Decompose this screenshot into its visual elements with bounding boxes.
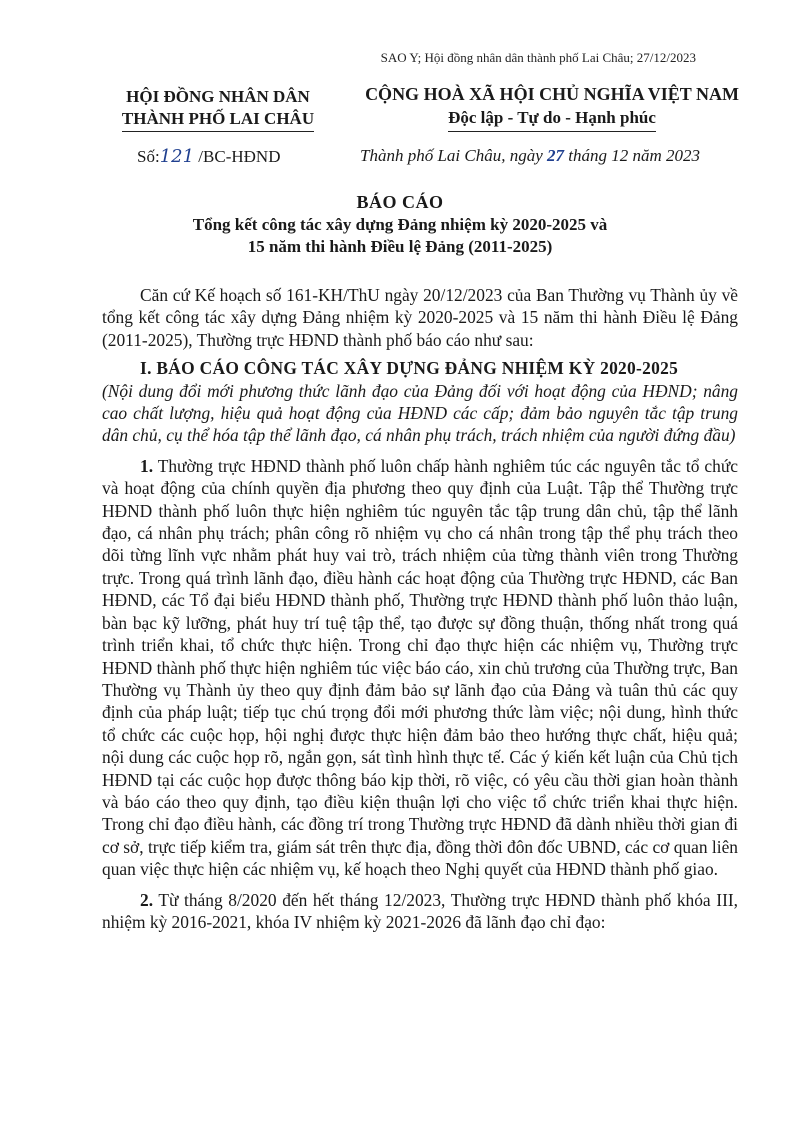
paragraph-2-text: Từ tháng 8/2020 đến hết tháng 12/2023, Thường trực HĐND thành phố khóa III, nhiệm kỳ 2016-2021, khóa IV nhiệm kỳ 2021-2026 đã lãnh đạo chỉ đạo: — [102, 889, 738, 932]
report-subtitle-line-1: Tổng kết công tác xây dựng Đảng nhiệm kỳ 2020-2025 và — [192, 215, 608, 234]
org-line-1: HỘI ĐỒNG NHÂN DÂN — [126, 87, 310, 106]
paragraph-2 — [102, 889, 738, 934]
section-1-note: (Nội dung đổi mới phương thức lãnh đạo của Đảng đối với hoạt động của HĐND; nâng cao chất lượng, hiệu quả hoạt động của HĐND các cấp; đảm bảo nguyên tắc tập trung dân chủ, cụ thể hóa tập thể lãnh đạo, cá nhân phụ trách, trách nhiệm của người đứng đầu) — [102, 380, 738, 446]
report-title: BÁO CÁO — [356, 192, 444, 212]
report-body — [102, 284, 738, 933]
doc-number-handwritten: 121 — [159, 146, 195, 167]
paragraph-1 — [102, 455, 738, 881]
report-subtitle-line-2: 15 năm thi hành Điều lệ Đảng (2011-2025) — [247, 237, 553, 256]
doc-number-suffix: /BC-HĐND — [198, 147, 281, 166]
intro-paragraph: Căn cứ Kế hoạch số 161-KH/ThU ngày 20/12/2023 của Ban Thường vụ Thành ủy về tổng kết công tác xây dựng Đảng nhiệm kỳ 2020-2025 và 15 năm thi hành Điều lệ Đảng (2011-2025), Thường trực HĐND thành phố báo cáo như sau: — [102, 285, 738, 350]
national-heading — [352, 82, 752, 132]
paragraph-1-text: Thường trực HĐND thành phố luôn chấp hành nghiêm túc các nguyên tắc tổ chức và hoạt động của chính quyền địa phương theo quy định của Luật. Tập thể Thường trực HĐND thành phố luôn thực hiện nghiêm túc nguyên tắc tập trung dân chủ, tập thể lãnh đạo, cá nhân phụ trách; phân công rõ nhiệm vụ cho cá nhân trong tập thể phụ trách theo dõi từng lĩnh vực nhằm phát huy vai trò, trách nhiệm của từng thành viên trong Thường trực. Trong quá trình lãnh đạo, điều hành các hoạt động của Thường trực HĐND, các Ban HĐND, các Tổ đại biểu HĐND thành phố, Thường trực HĐND thành phố luôn thảo luận, bàn bạc kỹ lưỡng, phát huy trí tuệ tập thể, tạo được sự đồng thuận, thống nhất trong quá trình triển khai, tổ chức thực hiện. Trong chỉ đạo thực hiện các nhiệm vụ, Thường trực HĐND thành phố thực hiện nghiêm túc việc báo cáo, xin chủ trương của Thường trực, Ban Thường vụ Thành ủy theo quy định đảm bảo sự lãnh đạo của Đảng và tuân thủ các quy định của pháp luật; tiếp tục chú trọng đổi mới phương thức làm việc; nội dung, hình thức tổ chức các cuộc họp, hội nghị được thực hiện đảm bảo theo hướng thực chất, hiệu quả; nội dung các cuộc họp rõ, ngắn gọn, sát tình hình thực tế. Các ý kiến kết luận của Chủ tịch HĐND tại các cuộc họp được thông báo kịp thời, rõ việc, có yêu cầu thời gian hoàn thành và báo cáo theo quy định, tạo điều kiện thuận lợi cho việc tổ chức triển khai thực hiện. Trong chỉ đạo điều hành, các đồng trí trong Thường trực HĐND đã dành nhiều thời gian đi cơ sở, trực tiếp kiểm tra, giám sát trên thực địa, đồng thời đôn đốc UBND, các cơ quan liên quan việc thực hiện các nhiệm vụ, kế hoạch theo Nghị quyết của HĐND thành phố giao. — [102, 455, 738, 880]
section-1-heading: I. BÁO CÁO CÔNG TÁC XÂY DỰNG ĐẢNG NHIỆM KỲ 2020-2025 — [140, 358, 679, 379]
copy-stamp: SAO Y; Hội đồng nhân dân thành phố Lai Châu; 27/12/2023 — [380, 50, 696, 65]
date-line — [360, 146, 700, 166]
date-before: Thành phố Lai Châu, ngày — [360, 146, 543, 165]
date-after: tháng 12 năm 2023 — [568, 146, 701, 165]
org-line-2: THÀNH PHỐ LAI CHÂU — [122, 108, 314, 132]
report-title-block — [0, 190, 800, 258]
issuing-organization — [108, 86, 328, 132]
paragraph-2-number: 2. — [140, 889, 154, 910]
national-motto: Độc lập - Tự do - Hạnh phúc — [448, 106, 656, 132]
date-day-handwritten: 27 — [547, 146, 565, 165]
document-number — [137, 146, 280, 167]
doc-number-prefix: Số: — [137, 147, 160, 166]
paragraph-1-number: 1. — [140, 455, 154, 476]
national-name: CỘNG HOÀ XÃ HỘI CHỦ NGHĨA VIỆT NAM — [365, 84, 739, 104]
